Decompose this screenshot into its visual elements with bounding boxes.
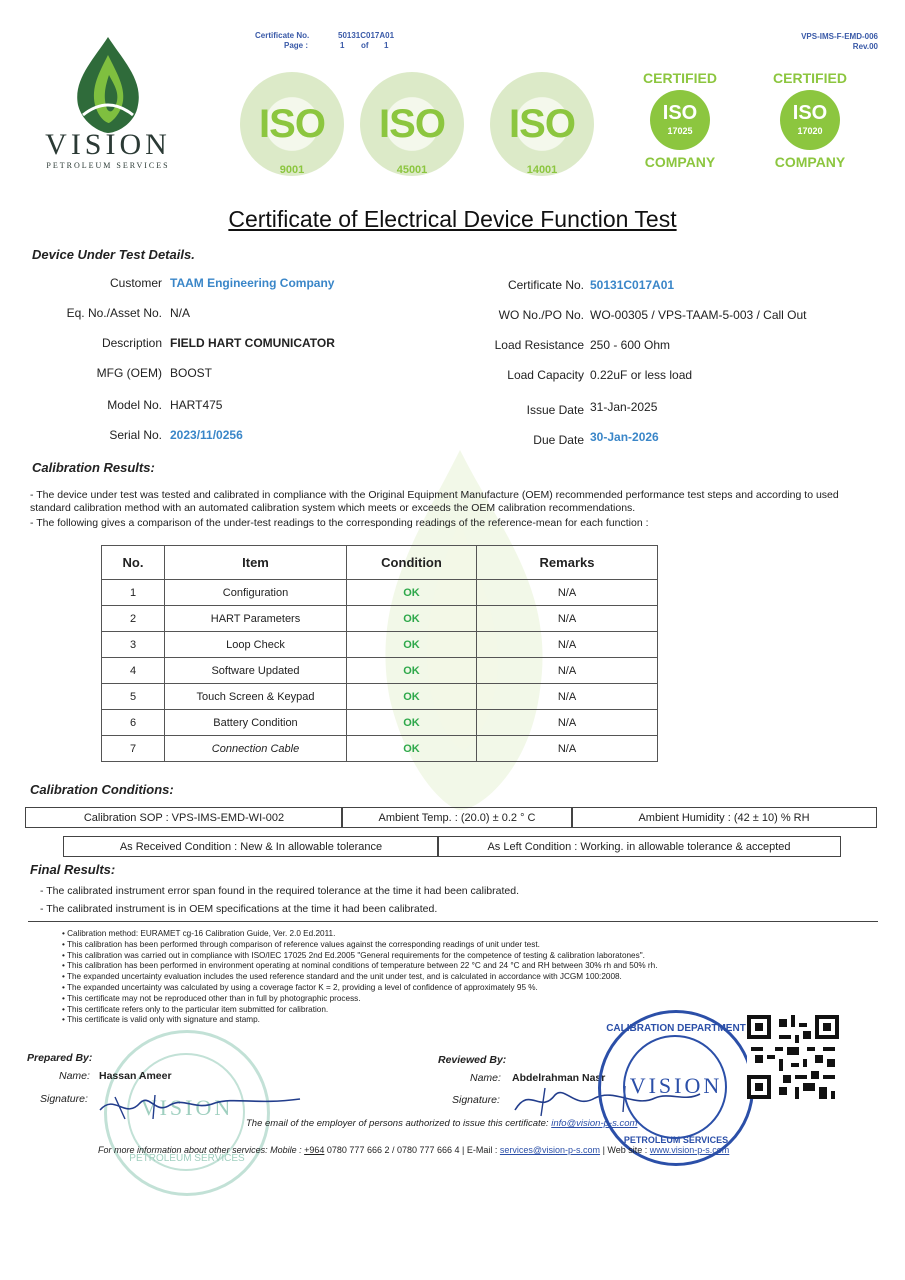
certified-17020-badge (760, 66, 860, 176)
left-stamp-center: VISION (140, 1095, 234, 1120)
certified-text: CERTIFIED (643, 70, 717, 86)
iso-word: ISO (509, 102, 575, 146)
note-item: • This certificate may not be reproduced other than in full by photographic process. (62, 993, 361, 1003)
left-cell: As Left Condition : Working. in allowable tolerance & accepted (437, 836, 841, 857)
table-row (102, 684, 658, 710)
footer-info-email[interactable]: info@vision-p-s.com (551, 1118, 638, 1129)
cell-remarks: N/A (477, 710, 658, 736)
cell-condition: OK (347, 606, 477, 632)
footer-phones: 0780 777 666 2 / 0780 777 666 4 | E-Mail : (326, 1145, 498, 1155)
iso-number: 17020 (797, 126, 823, 136)
cell-item: Loop Check (165, 632, 347, 658)
cell-condition: OK (347, 658, 477, 684)
certno-label: Certificate No. (507, 278, 584, 292)
cell-remarks: N/A (477, 736, 658, 762)
cell-condition: OK (347, 632, 477, 658)
cell-remarks: N/A (477, 632, 658, 658)
load-res-value: 250 - 600 Ohm (590, 338, 671, 352)
final-line-2: - The calibrated instrument is in OEM specifications at the time it had been calibrated. (40, 903, 438, 915)
page-of: of (361, 41, 369, 50)
iso-word: ISO (792, 102, 828, 124)
table-row (102, 736, 658, 762)
serial-label: Serial No. (109, 428, 162, 442)
description-label: Description (101, 336, 162, 350)
footer-services-email[interactable]: services@vision-p-s.com (499, 1145, 601, 1155)
issue-label: Issue Date (526, 403, 584, 417)
logo-subtitle: PETROLEUM SERVICES (46, 161, 170, 170)
description-value: FIELD HART COMUNICATOR (170, 336, 335, 350)
temp-cell: Ambient Temp. : (20.0) ± 0.2 ° C (341, 807, 573, 828)
wo-value: WO-00305 / VPS-TAAM-5-003 / Call Out (590, 308, 807, 322)
cell-no: 4 (102, 658, 165, 684)
cell-item: Battery Condition (165, 710, 347, 736)
company-text: COMPANY (644, 154, 716, 170)
footer-phone-code: +964 (304, 1145, 325, 1155)
calibration-stamp (598, 1010, 754, 1166)
table-row (102, 580, 658, 606)
logo-name: VISION (45, 128, 171, 161)
stamp-center: VISION (629, 1073, 723, 1098)
iso-number: 45001 (396, 164, 428, 176)
company-logo (33, 35, 183, 175)
col-no: No. (102, 546, 165, 580)
table-row (102, 710, 658, 736)
iso-14001-badge (486, 68, 598, 180)
page-num: 1 (340, 41, 345, 50)
cell-no: 1 (102, 580, 165, 606)
col-remarks: Remarks (477, 546, 658, 580)
cell-condition: OK (347, 710, 477, 736)
load-cap-label: Load Capacity (507, 368, 584, 382)
form-code: VPS-IMS-F-EMD-006 (801, 32, 878, 41)
model-label: Model No. (107, 398, 162, 412)
reviewed-sig-label: Signature: (452, 1094, 500, 1106)
prepared-heading: Prepared By: (27, 1052, 93, 1064)
customer-value: TAAM Engineering Company (170, 276, 335, 290)
wo-label: WO No./PO No. (498, 308, 584, 322)
page-total: 1 (384, 41, 389, 50)
received-cell: As Received Condition : New & In allowable tolerance (63, 836, 439, 857)
cell-no: 5 (102, 684, 165, 710)
mfg-value: BOOST (170, 366, 213, 380)
cell-item: Touch Screen & Keypad (165, 684, 347, 710)
cert-no-value: 50131C017A01 (338, 31, 395, 40)
cell-item: Connection Cable (165, 736, 347, 762)
sop-cell: Calibration SOP : VPS-IMS-EMD-WI-002 (25, 807, 343, 828)
mfg-label: MFG (OEM) (96, 366, 162, 380)
iso-word: ISO (259, 102, 325, 146)
cell-item: Configuration (165, 580, 347, 606)
footer-email-text: The email of the employer of persons authorized to issue this certificate: (246, 1118, 549, 1129)
iso-45001-badge (356, 68, 468, 180)
model-value: HART475 (170, 398, 223, 412)
stamp-ring-bottom: PETROLEUM SERVICES (623, 1135, 729, 1145)
stamp-ring-top: CALIBRATION DEPARTMENT (606, 1023, 746, 1034)
customer-label: Customer (109, 276, 162, 290)
note-item: • The expanded uncertainty was calculated by using a coverage factor K = 2, providing a level of confidence of approximately 95 %. (62, 982, 538, 992)
divider (28, 921, 878, 922)
cell-condition: OK (347, 684, 477, 710)
note-item: • This certificate is valid only with signature and stamp. (62, 1015, 260, 1025)
asset-value: N/A (170, 306, 191, 320)
due-value: 30-Jan-2026 (590, 430, 659, 444)
cell-no: 2 (102, 606, 165, 632)
left-stamp-ring: PETROLEUM SERVICES (129, 1153, 245, 1164)
certified-17025-badge (630, 66, 730, 176)
calibration-para-1: - The device under test was tested and calibrated in compliance with the Original Equipment Manufacture (OEM) recommended performance test steps and according to used standard calibration method with an automated calibration system which meets or exceeds the OEM calibration recommendations. (30, 489, 839, 514)
reviewed-heading: Reviewed By: (438, 1054, 507, 1066)
certified-text: CERTIFIED (773, 70, 847, 86)
col-condition: Condition (347, 546, 477, 580)
footer-website-link[interactable]: www.vision-p-s.com (649, 1145, 730, 1155)
serial-value: 2023/11/0256 (170, 428, 243, 442)
due-label: Due Date (533, 433, 584, 447)
footer-web-label: | Web site : (602, 1145, 648, 1155)
note-item: • Calibration method: EURAMET cg-16 Calibration Guide, Ver. 2.0 Ed.2011. (62, 929, 336, 938)
note-item: • This certificate refers only to the particular item submitted for calibration. (62, 1004, 329, 1014)
reviewed-name: Abdelrahman Nasr (512, 1072, 606, 1084)
load-cap-value: 0.22uF or less load (590, 368, 693, 382)
col-item: Item (165, 546, 347, 580)
cell-remarks: N/A (477, 580, 658, 606)
cell-condition: OK (347, 580, 477, 606)
qr-code-icon (747, 1015, 839, 1099)
prepared-name-label: Name: (59, 1070, 90, 1082)
device-details-heading: Device Under Test Details. (32, 247, 195, 262)
company-text: COMPANY (774, 154, 846, 170)
load-res-label: Load Resistance (494, 338, 584, 352)
note-item: • This calibration has been performed through comparison of reference values against the corresponding readings of unit under test. (62, 939, 540, 949)
footer-line-2 (98, 1145, 729, 1155)
table-header-row (102, 546, 658, 580)
page-label: Page : (284, 41, 309, 50)
cell-remarks: N/A (477, 684, 658, 710)
cell-no: 6 (102, 710, 165, 736)
final-line-1: - The calibrated instrument error span found in the required tolerance at the time it had been calibrated. (40, 885, 520, 897)
cell-no: 7 (102, 736, 165, 762)
iso-word: ISO (662, 102, 698, 124)
table-row (102, 658, 658, 684)
calibration-results-heading: Calibration Results: (32, 460, 155, 475)
cell-item: Software Updated (165, 658, 347, 684)
revision: Rev.00 (852, 42, 878, 51)
cell-remarks: N/A (477, 658, 658, 684)
reviewed-name-label: Name: (470, 1072, 501, 1084)
table-row (102, 632, 658, 658)
note-item: • This calibration was carried out in compliance with ISO/IEC 17025 2nd Ed.2005 "General requirements for the competence of testing & calibration laboratones". (62, 950, 645, 960)
issue-value: 31-Jan-2025 (590, 400, 658, 414)
footer-line-1 (246, 1118, 637, 1129)
humidity-cell: Ambient Humidity : (42 ± 10) % RH (571, 807, 877, 828)
cell-remarks: N/A (477, 606, 658, 632)
table-row (102, 606, 658, 632)
final-results-heading: Final Results: (30, 862, 116, 877)
leaf-drop-icon (33, 35, 183, 135)
page-title: Certificate of Electrical Device Function Test (228, 206, 677, 232)
results-table (101, 545, 658, 762)
prepared-name: Hassan Ameer (99, 1070, 172, 1082)
cell-condition: OK (347, 736, 477, 762)
footer-contact-text: For more information about other services: Mobile : (98, 1145, 302, 1155)
asset-label: Eq. No./Asset No. (66, 306, 162, 320)
iso-number: 9001 (279, 164, 305, 176)
calibration-para-2: - The following gives a comparison of the under-test readings to the corresponding readings of the reference-mean for each function : (30, 517, 649, 529)
iso-number: 14001 (526, 164, 558, 176)
iso-word: ISO (379, 102, 445, 146)
prepared-sig-label: Signature: (40, 1093, 88, 1105)
cell-item: HART Parameters (165, 606, 347, 632)
calibration-conditions-heading: Calibration Conditions: (30, 782, 174, 797)
note-item: • The expanded uncertainty evaluation includes the used reference standard and the unit under test, and is calculated in accordance with JCGM 100:2008. (62, 972, 622, 982)
cell-no: 3 (102, 632, 165, 658)
certno-value: 50131C017A01 (590, 278, 675, 292)
cert-no-label: Certificate No. (255, 31, 310, 40)
iso-number: 17025 (667, 126, 693, 136)
iso-9001-badge (236, 68, 348, 180)
note-item: • This calibration has been performed in environment operating at nominal conditions of temperature between 22 °C and 24 °C and RH between 30% rh and 50% rh. (62, 961, 658, 971)
